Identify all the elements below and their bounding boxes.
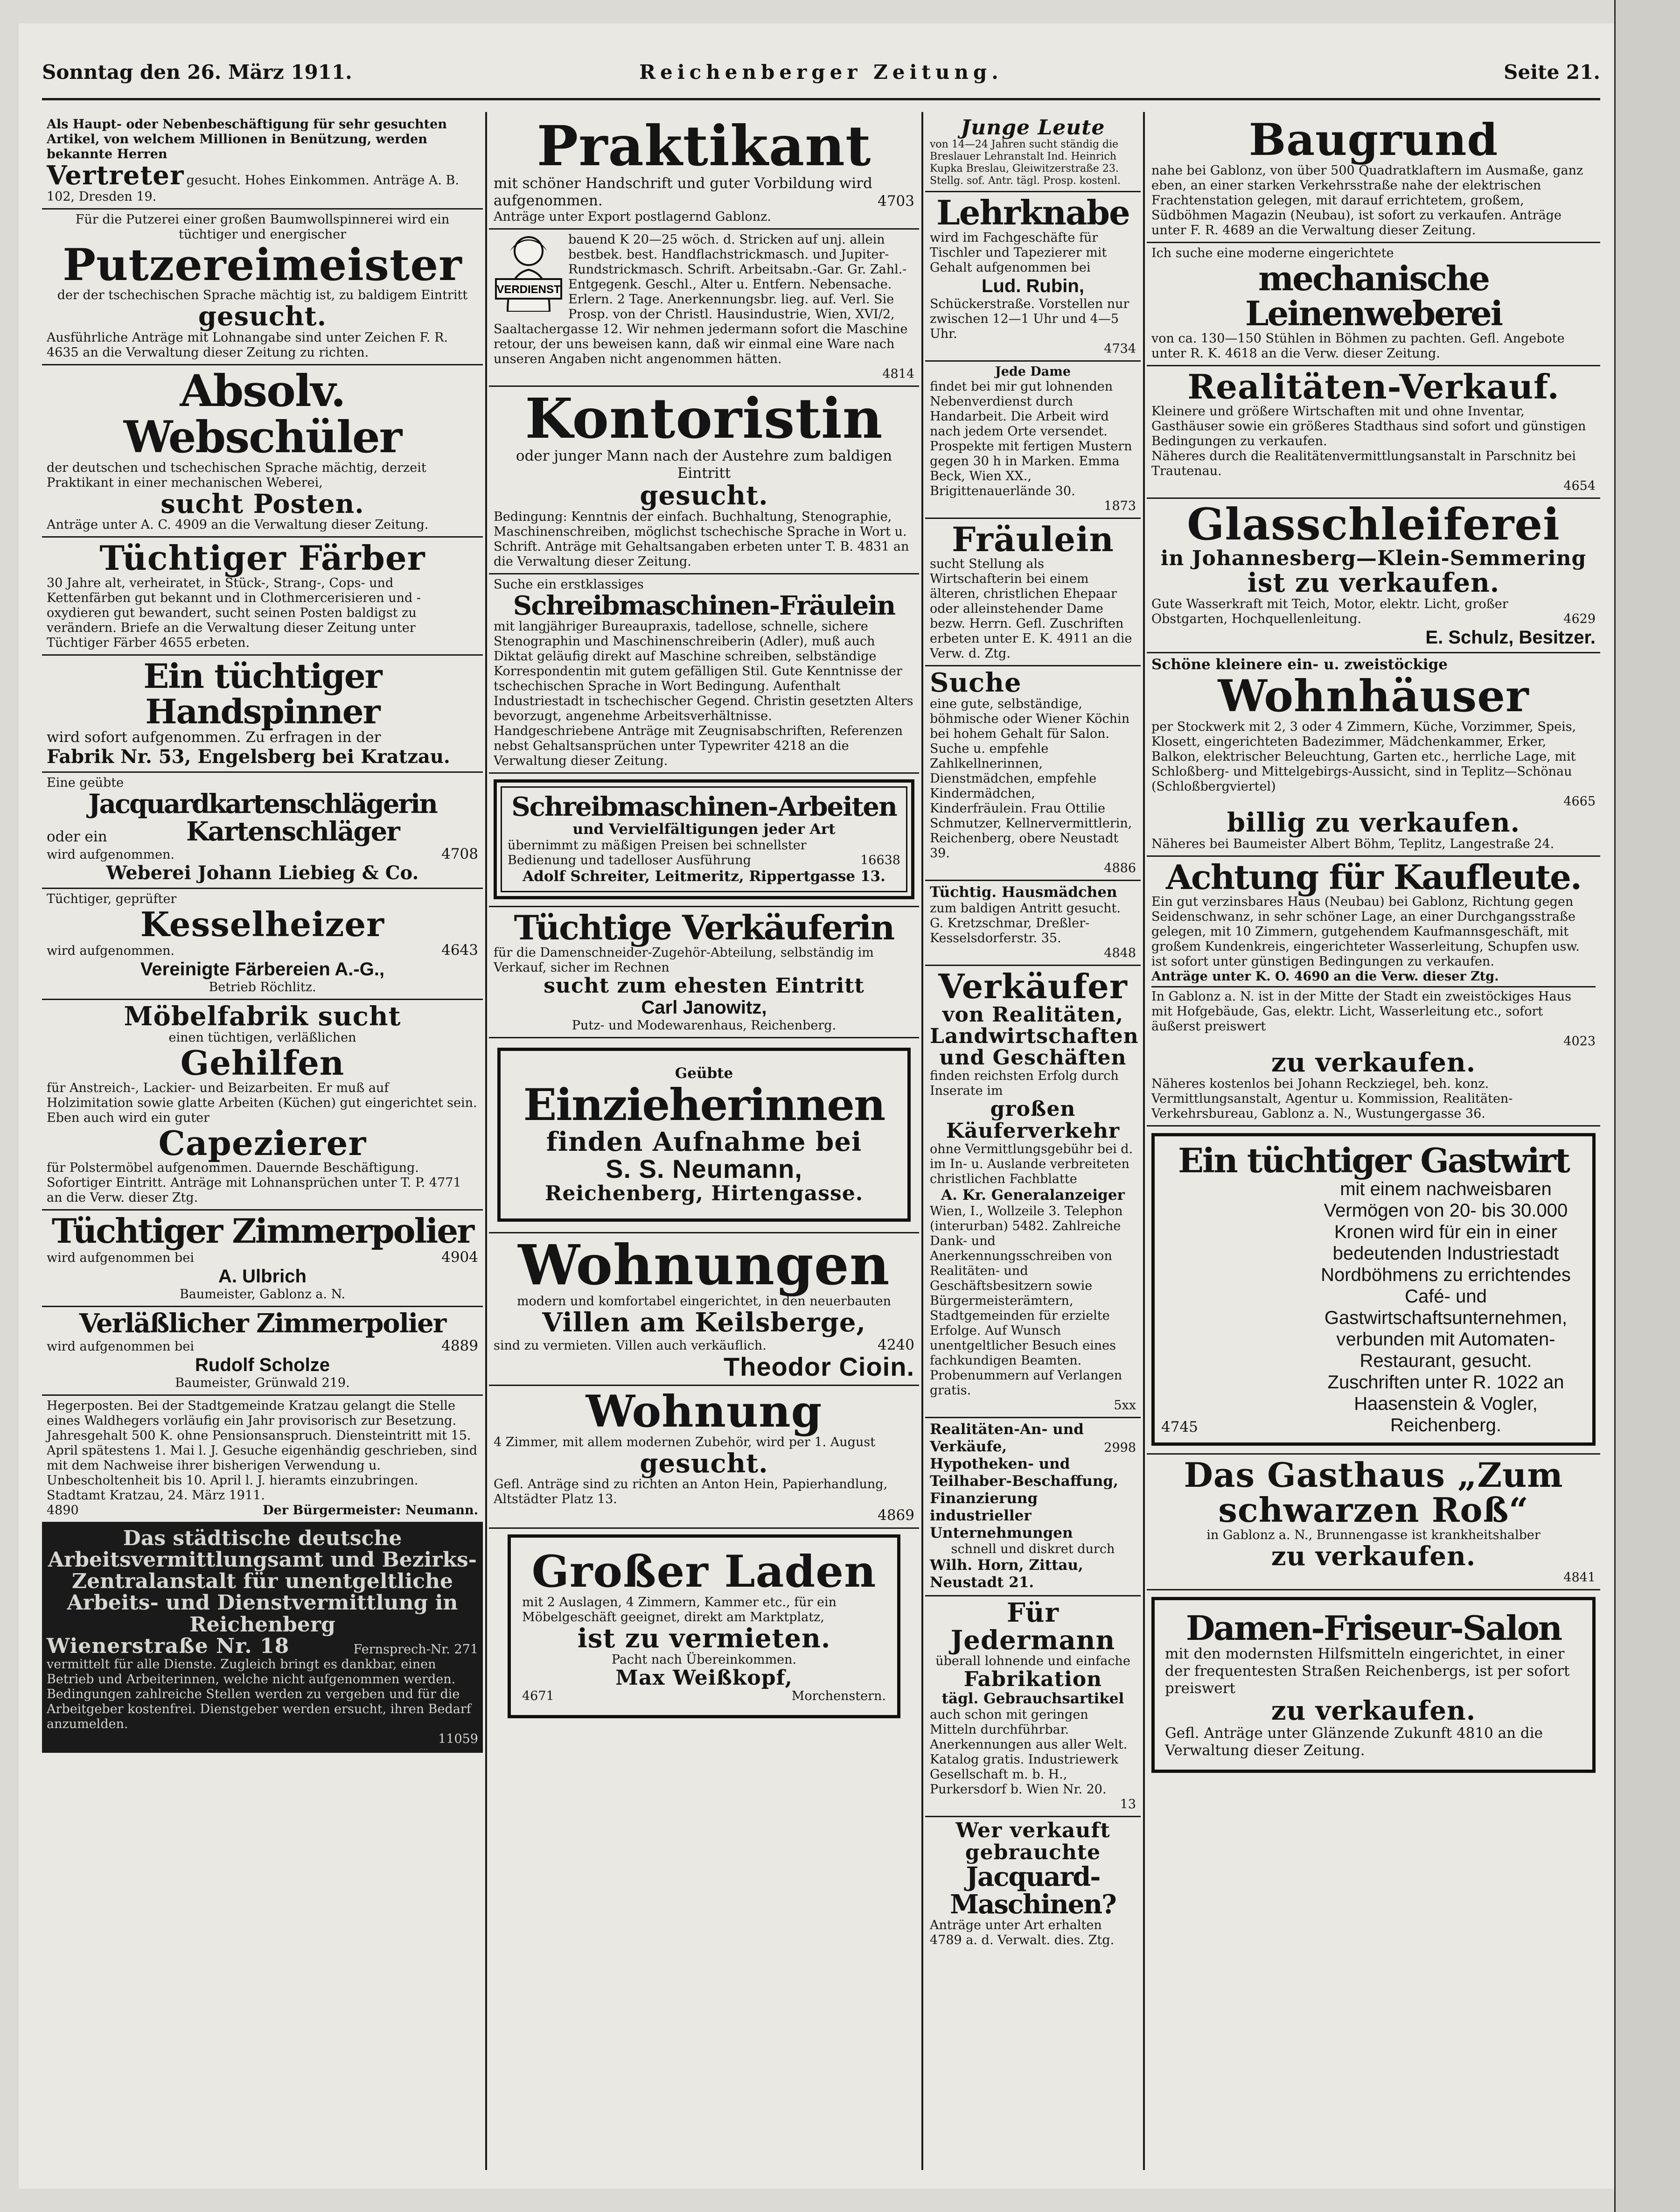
ad-verkaeufer-realitaeten: Verkäufer von Realitäten, Landwirtschaften und Geschäften finden reichsten Erfolg durch Inserate im großen Käuferverkehr ohne Vermittlungsgebühr bei d. im In- u. Auslande verbreiteten christlichen Fachblatte A. Kr. Generalanzeiger Wien, I., Wollzeile 3. Telephon (interurban) 5482. Zahlreiche Dank- und Anerkennungsschreiben von Realitäten- und Geschäftsbesitzern sowie Bürgermeisterämtern, Stadtgemeinden für erzielte Erfolge. Auf Wunsch unentgeltlicher Besuch eines fachkundigen Beamten. Probenummern auf Verlangen gratis. 5xx	[925, 966, 1141, 1418]
ad-putzereimeister: Für die Putzerei einer großen Baumwollspinnerei wird ein tüchtiger und energischer Putzereimeister der der tschechischen Sprache mächtig ist, zu baldigem Eintritt gesucht. Ausführliche Anträge mit Lohnangabe sind unter Zeichen F. R. 4635 an die Verwaltung dieser Zeitung zu richten.	[42, 210, 483, 365]
ad-handspinner: Ein tüchtiger Handspinner wird sofort aufgenommen. Zu erfragen in der Fabrik Nr. 53, Engelsberg bei Kratzau.	[42, 656, 483, 773]
ad-verkaeuferin: Tüchtige Verkäuferin für die Damenschneider-Zugehör-Abteilung, selbständig im Verkauf, sicher im Rechnen sucht zum ehesten Eintritt Carl Janowitz, Putz- und Modewarenhaus, Reichenberg.	[489, 907, 919, 1038]
ad-jacquard-maschinen: Wer verkauft gebrauchte Jacquard-Maschinen? Anträge unter Art erhalten 4789 a. d. Verwalt. dies. Ztg.	[930, 1819, 1116, 1948]
ad-gastwirt: Ein tüchtiger Gastwirt 4745 mit einem nachweisbaren Vermögen von 20- bis 30.000 Kronen wird für ein in einer bedeutenden Industriestadt Nordböhmens zu errichtendes Café- und Gastwirtschaftsunternehmen, verbunden mit Automaten-Restaurant, gesucht. Zuschriften unter R. 1022 an Haasenstein & Vogler, Reichenberg.	[1147, 1127, 1600, 1455]
ad-glasschleiferei: Glasschleiferei in Johannesberg—Klein-Semmering ist zu verkaufen. Gute Wasserkraft mit Teich, Motor, elektr. Licht, großer Obstgarten, Hochquellenleitung. 4629 E. Schulz, Besitzer.	[1147, 499, 1600, 653]
ad-grosser-laden: Großer Laden mit 2 Auslagen, 4 Zimmern, Kammer etc., für ein Möbelgeschäft geeignet, direkt am Marktplatz, ist zu vermieten. Pacht nach Übereinkommen. Max Weißkopf, 4671 Morchenstern.	[489, 1529, 919, 1725]
ad-wohnungen: Wohnungen modern und komfortabel eingerichtet, in den neuerbauten Villen am Keilsberge, sind zu vermieten. Villen auch verkäuflich. 4240 Theodor Cioin.	[489, 1233, 919, 1386]
ad-kartenschlaegerin: Eine geübte Jacquardkartenschlägerin oder ein Kartenschläger wird aufgenommen. 4708 Weberei Johann Liebieg & Co.	[42, 773, 483, 889]
ad-einzieherinnen: Geübte Einzieherinnen finden Aufnahme bei S. S. Neumann, Reichenberg, Hirtengasse.	[489, 1038, 919, 1233]
ad-wohnung: Wohnung 4 Zimmer, mit allem modernen Zubehör, wird per 1. August gesucht. Gefl. Anträge sind zu richten an Anton Hein, Papierhandlung, Altstädter Platz 13. 4869	[489, 1386, 919, 1529]
ad-fuer-jedermann: Für Jedermann überall lohnende und einfache Fabrikation tägl. Gebrauchsartikel auch schon mit geringen Mitteln durchführbar. Anerkennungen aus aller Welt. Katalog gratis. Industriewerk Gesellschaft m. b. H., Purkersdorf b. Wien Nr. 20. 13	[925, 1596, 1141, 1818]
verdienst-badge: VERDIENST	[496, 283, 561, 296]
newspaper-page	[19, 23, 1614, 2189]
column-2	[489, 114, 919, 2168]
ad-leinenweberei: Ich suche eine moderne eingerichtete mechanische Leinenweberei von ca. 130—150 Stühlen in Böhmen zu pachten. Gefl. Angebote unter R. K. 4618 an die Verw. dieser Zeitung.	[1147, 243, 1600, 366]
ad-hausmaedchen: Tüchtig. Hausmädchen zum baldigen Antritt gesucht. G. Kretzschmar, Dreßler-Kesselsdorferstr. 35. 4848	[925, 881, 1141, 966]
ad-praktikant: Praktikant mit schöner Handschrift und guter Vorbildung wird aufgenommen. 4703 Anträge unter Export postlagernd Gablonz.	[489, 114, 919, 230]
ad-lehrknabe: Lehrknabe wird im Fachgeschäfte für Tischler und Tapezierer mit Gehalt aufgenommen bei Lud. Rubin, Schückerstraße. Vorstellen nur zwischen 12—1 Uhr und 4—5 Uhr. 4734	[925, 192, 1141, 362]
page-header	[42, 61, 1600, 93]
ad-baugrund: Baugrund nahe bei Gablonz, von über 500 Quadratklaftern im Ausmaße, ganz eben, an einer starken Verkehrsstraße nahe der elektrischen Frachtenstation gelegen, mit darauf errichtetem, großem, Südböhmen Magazin (Neubau), ist sofort zu verkaufen. Anträge unter F. R. 4689 an die Verwaltung dieser Zeitung.	[1147, 114, 1600, 243]
ad-jede-dame: Jede Dame findet bei mir gut lohnenden Nebenverdienst durch Handarbeit. Die Arbeit wird nach jedem Orte versendet. Prospekte mit fertigen Mustern gegen 30 h in Marken. Emma Beck, Wien XX., Brigittenauerlände 30. 1873	[925, 362, 1141, 519]
ad-faerber: Tüchtiger Färber 30 Jahre alt, verheiratet, in Stück-, Strang-, Cops- und Kettenfärben gut bekannt und in Clothmercerisieren und -oxydieren gut bewandert, sucht seinen Posten baldigst zu verändern. Briefe an die Verwaltung dieser Zeitung unter Tüchtiger Färber 4655 erbeten.	[42, 538, 483, 656]
ad-fraeulein: Fräulein sucht Stellung als Wirtschafterin bei einem älteren, christlichen Ehepaar oder alleinstehender Dame bezw. Herrn. Gefl. Zuschriften erbeten unter E. K. 4911 an die Verw. d. Ztg.	[925, 519, 1141, 667]
ad-zimmerpolier-1: Tüchtiger Zimmerpolier wird aufgenommen bei 4904 A. Ulbrich Baumeister, Gablonz a. N.	[42, 1211, 483, 1307]
column-1	[42, 114, 483, 2168]
header-rule	[42, 98, 1600, 100]
header-title: Reichenberger Zeitung.	[639, 61, 1003, 84]
column-divider	[921, 112, 923, 2170]
ad-junge-leute: Junge Leute von 14—24 Jahren sucht ständig die Breslauer Lehranstalt Ind. Heinrich Kupka Breslau, Gleiwitzerstraße 23. Stellg. sof. Antr. tägl. Prosp. kostenl.	[925, 114, 1141, 192]
ad-moebelfabrik: Möbelfabrik sucht einen tüchtigen, verläßlichen Gehilfen für Anstreich-, Lackier- und Beizarbeiten. Er muß auf Holzimitation sowie glatte Arbeiten (Küchen) gut eingerichtet sein. Eben auch wird ein guter Capezierer für Polstermöbel aufgenommen. Dauernde Beschäftigung. Sofortiger Eintritt. Anträge mit Lohnansprüchen unter T. P. 4771 an die Verw. dieser Ztg.	[42, 1000, 483, 1211]
header-date: Sonntag den 26. März 1911.	[42, 61, 352, 84]
ad-webschueler: Absolv. Webschüler der deutschen und tschechischen Sprache mächtig, derzeit Praktikant in einer mechanischen Weberei, sucht Posten. Anträge unter A. C. 4909 an die Verwaltung dieser Zeitung.	[42, 365, 483, 538]
column-divider	[485, 112, 487, 2170]
ad-damen-friseur-salon: Damen-Friseur-Salon mit den modernsten Hilfsmitteln eingerichtet, in einer der frequentesten Straßen Reichenbergs, ist per sofort preiswert zu verkaufen. Gefl. Anträge unter Glänzende Zukunft 4810 an die Verwaltung dieser Zeitung.	[1147, 1590, 1600, 1780]
header-page-number: Seite 21.	[1504, 61, 1600, 84]
page-edge	[1614, 0, 1680, 2212]
ad-suche-koechin: Suche eine gute, selbständige, böhmische oder Wiener Köchin bei hohem Gehalt für Salon. Suche u. empfehle Zahlkellnerinnen, Dienstmädchen, empfehle Kindermädchen, Kinderfräulein. Frau Ottilie Schmutzer, Kellnervermittlerin, Reichenberg, obere Neustadt 39. 4886	[925, 666, 1141, 881]
ad-wohnhaeuser: Schöne kleinere ein- u. zweistöckige Wohnhäuser per Stockwerk mit 2, 3 oder 4 Zimmern, Küche, Vorzimmer, Speis, Klosett, eingerichteten Badezimmer, Mädchenkammer, Erker, Balkon, elektrischer Beleuchtung, Garten etc., herrliche Lage, mit Schloßberg- und Mittelgebirgs-Aussicht, sind in Teplitz—Schönau (Schloßbergviertel) 4665 billig zu verkaufen. Näheres bei Baumeister Albert Böhm, Teplitz, Langestraße 24.	[1147, 653, 1600, 856]
ad-kesselheizer: Tüchtiger, geprüfter Kesselheizer wird aufgenommen. 4643 Vereinigte Färbereien A.-G., Betrieb Röchlitz.	[42, 889, 483, 1001]
ad-arbeitsvermittlungsamt: Das städtische deutsche Arbeitsvermittlungsamt und Bezirks-Zentralanstalt für unentgeltliche Arbeits- und Dienstvermittlung in Reichenberg Wienerstraße Nr. 18 Fernsprech-Nr. 271 vermittelt für alle Dienste. Zugleich bringt es dankbar, einen Betrieb und Arbeiterinnen, welche nicht aufgenommen werden. Bedingungen zahlreiche Stellen werden zu vergeben und für die Arbeitgeber kostenfrei. Dienstgeber werden ersucht, ihren Bedarf anzumelden. 11059	[42, 1523, 483, 1753]
ad-hegerposten: Hegerposten. Bei der Stadtgemeinde Kratzau gelangt die Stelle eines Waldhegers vorläufig ein Jahr provisorisch zur Besetzung. Jahresgehalt 500 K. ohne Pensionsanspruch. Diensteintritt mit 15. April spätestens 1. Mai l. J. Gesuche eigenhändig geschrieben, sind mit dem Nachweise ihrer bisherigen Verwendung u. Unbescholtenheit bis 10. April l. J. hieramts einzubringen. Stadtamt Kratzau, 24. März 1911. 4890 Der Bürgermeister: Neumann.	[42, 1396, 483, 1523]
column-3	[925, 114, 1141, 2168]
ad-realitaeten-hypotheken: Realitäten-An- und Verkäufe, 2998 Hypotheken- und Teilhaber-Beschaffung, Finanzierung industrieller Unternehmungen schnell und diskret durch Wilh. Horn, Zittau, Neustadt 21.	[925, 1418, 1141, 1596]
column-4	[1147, 114, 1600, 2168]
ad-achtung-kaufleute: Achtung für Kaufleute. Ein gut verzinsbares Haus (Neubau) bei Gablonz, Richtung gegen Seidenschwanz, in sehr schöner Lage, an einer Durchgangsstraße gelegen, mit 10 Zimmern, gutgehendem Kaufmannsgeschäft, mit großem Kundenkreis, eingerichteter Wasserleitung, Schupfen usw. ist sofort unter günstigen Bedingungen zu verkaufen. Anträge unter K. O. 4690 an die Verw. dieser Ztg. In Gablonz a. N. ist in der Mitte der Stadt ein zweistöckiges Haus mit Hofgebäude, Gas, elektr. Licht, Wasserleitung etc., sofort äußerst preiswert 4023 zu verkaufen. Näheres kostenlos bei Johann Reckziegel, beh. konz. Vermittlungsanstalt, Agentur u. Kommission, Realitäten-Verkehrsbureau, Gablonz a. N., Wustungergasse 36.	[1147, 857, 1600, 1127]
ad-vertreter: Als Haupt- oder Nebenbeschäftigung für sehr gesuchten Artikel, von welchem Millionen in Benützung, werden bekannte Herren Vertreter gesucht. Hohes Einkommen. Anträge A. B. 102, Dresden 19.	[42, 114, 483, 210]
column-divider	[1143, 112, 1145, 2170]
ad-schreibmaschinen-arbeiten: Schreibmaschinen-Arbeiten und Vervielfältigungen jeder Art übernimmt zu mäßigen Preisen bei schnellster Bedienung und tadelloser Ausführung 16638 Adolf Schreiter, Leitmeritz, Rippertgasse 13.	[489, 774, 919, 907]
ad-zimmerpolier-2: Verläßlicher Zimmerpolier wird aufgenommen bei 4889 Rudolf Scholze Baumeister, Grünwald 219.	[42, 1307, 483, 1396]
ad-schreibmaschinen-fraeulein: Suche ein erstklassiges Schreibmaschinen-Fräulein mit langjähriger Bureaupraxis, tadellose, schnelle, sichere Stenographin und Maschinenschreiberin (Adler), muß auch Diktat geläufig direkt auf Maschine schreiben, selbständige Korrespondentin mit gutem gefälligen Stil. Gute Kenntnisse der tschechischen Sprache in Wort Bedingung. Aufenthalt Industriestadt in tschechischer Gegend. Christin gesetzten Alters bevorzugt, angenehme Arbeitsverhältnisse. Handgeschriebene Anträge mit Zeugnisabschriften, Referenzen nebst Gehaltsansprüchen unter Typewriter 4218 an die Verwaltung dieser Zeitung.	[489, 574, 919, 774]
ad-realitaeten-verkauf: Realitäten-Verkauf. Kleinere und größere Wirtschaften mit und ohne Inventar, Gasthäuser sowie ein größeres Stadthaus sind sofort und günstigen Bedingungen zu verkaufen. Näheres durch die Realitätenvermittlungsanstalt in Parschnitz bei Trautenau. 4654	[1147, 366, 1600, 499]
woman-figure-icon	[494, 232, 564, 312]
ad-gasthaus-schwarzes-ross: Das Gasthaus „Zum schwarzen Roß“ in Gablonz a. N., Brunnengasse ist krankheitshalber zu verkaufen. 4841	[1147, 1455, 1600, 1590]
ad-kontoristin: Kontoristin oder junger Mann nach der Austehre zum baldigen Eintritt gesucht. Bedingung: Kenntnis der einfach. Buchhaltung, Stenographie, Maschinenschreiben, möglichst tschechische Sprache in Wort u. Schrift. Anträge mit Gehaltsangaben erbeten unter T. B. 4831 an die Verwaltung dieser Zeitung.	[489, 387, 919, 574]
ad-verdienst: VERDIENST bauend K 20—25 wöch. d. Stricken auf unj. allein bestbek. best. Handflachstrickmasch. und Jupiter-Rundstrickmasch. Schrift. Arbeitsabn.-Gar. Gr. Zahl.-Entgegenk. Geschl., Alter u. Entfern. Nebensache. Erlern. 2 Tage. Anerkennungsbr. lieg. auf. Verl. Sie Prosp. von der Christl. Hausindustrie, Wien, XVI/2, Saaltachergasse 12. Wir nehmen jedermann sofort die Maschine retour, der uns beweisen kann, daß wir einmal eine Ware nach unseren Angaben nicht angenommen hätten. 4814	[489, 230, 919, 387]
